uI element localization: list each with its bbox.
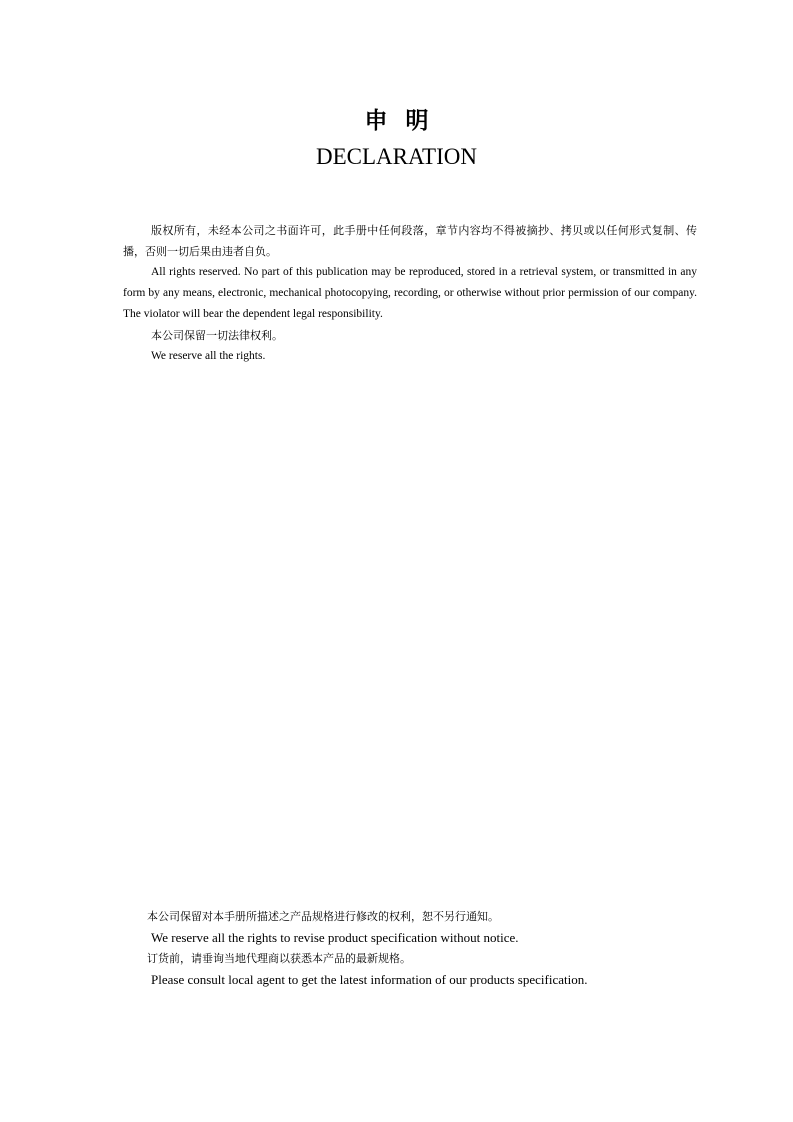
rights-paragraph-cn: 本公司保留一切法律权利。 <box>151 329 283 342</box>
copyright-paragraph-cn: 版权所有，未经本公司之书面许可，此手册中任何段落，章节内容均不得被摘抄、拷贝或以任何形式复制、传播，否则一切后果由违者自负。 <box>123 224 697 258</box>
title-english: DECLARATION <box>316 144 477 169</box>
consult-notice-en: Please consult local agent to get the latest information of our products specification. <box>151 972 588 987</box>
copyright-paragraph-en: All rights reserved. No part of this publication may be reproduced, stored in a retrieval system, or transmitted in any form by any means, electronic, mechanical photocopying, recording, or otherwise without prior permission of our company. The violator will bear the dependent legal responsibility. <box>123 266 697 320</box>
consult-notice-cn: 订货前，请垂询当地代理商以获悉本产品的最新规格。 <box>147 952 411 965</box>
footer-notice <box>147 906 707 990</box>
declaration-body <box>123 220 697 367</box>
revise-notice-en: We reserve all the rights to revise product specification without notice. <box>151 930 519 945</box>
title-chinese: 申明 <box>364 108 447 134</box>
revise-notice-cn: 本公司保留对本手册所描述之产品规格进行修改的权利，恕不另行通知。 <box>147 910 499 923</box>
rights-paragraph-en: We reserve all the rights. <box>151 350 266 362</box>
